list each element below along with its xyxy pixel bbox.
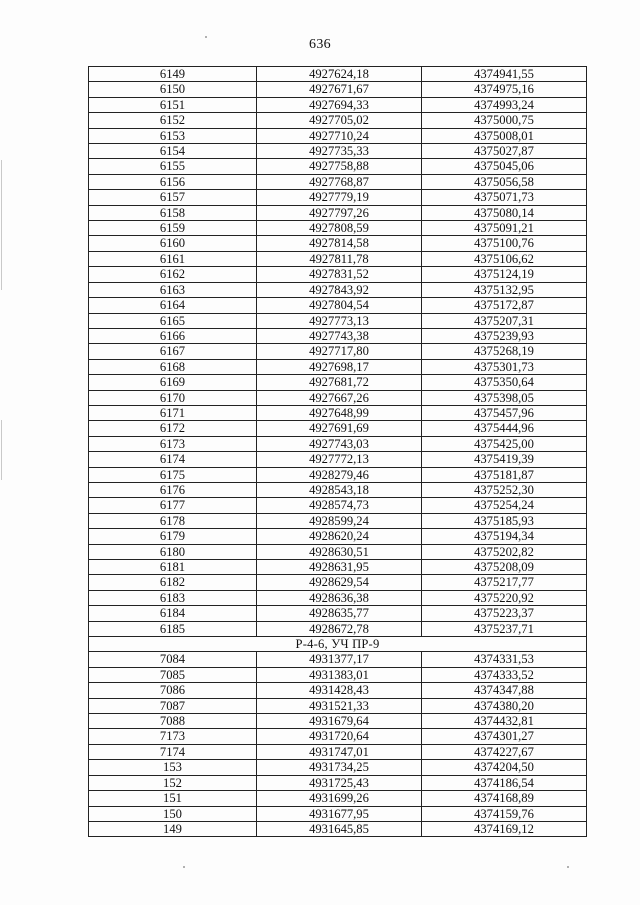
coordinate-y-cell: 4375080,14: [422, 205, 587, 220]
section-label: Р-4-6, УЧ ПР-9: [89, 637, 587, 652]
point-number-cell: 6167: [89, 344, 257, 359]
table-row: [89, 190, 587, 205]
point-number-cell: 6175: [89, 467, 257, 482]
point-number-cell: 6182: [89, 575, 257, 590]
coordinate-x-cell: 4927671,67: [257, 82, 422, 97]
coordinate-y-cell: 4375239,93: [422, 328, 587, 343]
point-number-cell: 6157: [89, 190, 257, 205]
table-row: [89, 282, 587, 297]
page-number: 636: [309, 37, 331, 52]
point-number-cell: 6169: [89, 375, 257, 390]
table-row: [89, 760, 587, 775]
coordinate-x-cell: 4928636,38: [257, 590, 422, 605]
coordinate-x-cell: 4931725,43: [257, 775, 422, 790]
table-row: [89, 529, 587, 544]
coordinate-x-cell: 4927814,58: [257, 236, 422, 251]
coordinate-y-cell: 4374159,76: [422, 806, 587, 821]
table-row: [89, 236, 587, 251]
table-row: [89, 544, 587, 559]
table-row: [89, 744, 587, 759]
point-number-cell: 7084: [89, 652, 257, 667]
coordinate-x-cell: 4927691,69: [257, 421, 422, 436]
point-number-cell: 6184: [89, 606, 257, 621]
point-number-cell: 7088: [89, 714, 257, 729]
point-number-cell: 6168: [89, 359, 257, 374]
point-number-cell: 153: [89, 760, 257, 775]
point-number-cell: 6164: [89, 298, 257, 313]
coordinate-x-cell: 4928279,46: [257, 467, 422, 482]
point-number-cell: 7085: [89, 667, 257, 682]
coordinate-x-cell: 4927681,72: [257, 375, 422, 390]
table-row: [89, 590, 587, 605]
coordinate-y-cell: 4375425,00: [422, 436, 587, 451]
point-number-cell: 152: [89, 775, 257, 790]
coordinate-y-cell: 4375301,73: [422, 359, 587, 374]
coordinate-x-cell: 4927710,24: [257, 128, 422, 143]
point-number-cell: 6156: [89, 174, 257, 189]
coordinate-y-cell: 4375252,30: [422, 482, 587, 497]
coordinate-x-cell: 4928543,18: [257, 482, 422, 497]
coordinate-y-cell: 4375223,37: [422, 606, 587, 621]
coordinate-x-cell: 4931428,43: [257, 683, 422, 698]
table-row: [89, 560, 587, 575]
coordinate-x-cell: 4928629,54: [257, 575, 422, 590]
coordinate-x-cell: 4931747,01: [257, 744, 422, 759]
coordinates-table: [88, 66, 587, 837]
coordinate-x-cell: 4928631,95: [257, 560, 422, 575]
coordinate-x-cell: 4927694,33: [257, 97, 422, 112]
point-number-cell: 6180: [89, 544, 257, 559]
table-row: [89, 436, 587, 451]
table-row: [89, 575, 587, 590]
coordinate-y-cell: 4375268,19: [422, 344, 587, 359]
coordinate-x-cell: 4928635,77: [257, 606, 422, 621]
coordinate-x-cell: 4927705,02: [257, 113, 422, 128]
section-row: [89, 637, 587, 652]
point-number-cell: 6173: [89, 436, 257, 451]
coordinate-y-cell: 4374169,12: [422, 821, 587, 836]
coordinate-x-cell: 4927624,18: [257, 67, 422, 82]
coordinate-y-cell: 4374380,20: [422, 698, 587, 713]
coordinate-x-cell: 4931383,01: [257, 667, 422, 682]
table-row: [89, 159, 587, 174]
coordinate-x-cell: 4927773,13: [257, 313, 422, 328]
table-row: [89, 128, 587, 143]
coordinate-y-cell: 4375220,92: [422, 590, 587, 605]
coordinate-x-cell: 4928574,73: [257, 498, 422, 513]
table-row: [89, 683, 587, 698]
table-row: [89, 775, 587, 790]
coordinate-x-cell: 4928599,24: [257, 513, 422, 528]
table-row: [89, 482, 587, 497]
point-number-cell: 6159: [89, 221, 257, 236]
point-number-cell: 6174: [89, 452, 257, 467]
coordinate-x-cell: 4927648,99: [257, 405, 422, 420]
coordinate-y-cell: 4374432,81: [422, 714, 587, 729]
coordinate-x-cell: 4927758,88: [257, 159, 422, 174]
table-row: [89, 82, 587, 97]
coordinate-x-cell: 4927667,26: [257, 390, 422, 405]
coordinate-y-cell: 4375091,21: [422, 221, 587, 236]
table-row: [89, 729, 587, 744]
coordinate-x-cell: 4931521,33: [257, 698, 422, 713]
point-number-cell: 6149: [89, 67, 257, 82]
point-number-cell: 6160: [89, 236, 257, 251]
table-row: [89, 714, 587, 729]
table-body-part-2: [89, 652, 587, 837]
coordinate-y-cell: 4374333,52: [422, 667, 587, 682]
coordinate-y-cell: 4375254,24: [422, 498, 587, 513]
coordinate-x-cell: 4927804,54: [257, 298, 422, 313]
table-row: [89, 144, 587, 159]
table-row: [89, 251, 587, 266]
point-number-cell: 151: [89, 791, 257, 806]
table-row: [89, 174, 587, 189]
coordinate-y-cell: 4375202,82: [422, 544, 587, 559]
coordinate-y-cell: 4374975,16: [422, 82, 587, 97]
point-number-cell: 6177: [89, 498, 257, 513]
table-row: [89, 652, 587, 667]
coordinate-x-cell: 4928672,78: [257, 621, 422, 636]
coordinate-y-cell: 4375172,87: [422, 298, 587, 313]
coordinate-y-cell: 4375045,06: [422, 159, 587, 174]
point-number-cell: 6150: [89, 82, 257, 97]
table-row: [89, 791, 587, 806]
point-number-cell: 6172: [89, 421, 257, 436]
coordinate-y-cell: 4374168,89: [422, 791, 587, 806]
coordinate-x-cell: 4931720,64: [257, 729, 422, 744]
table-row: [89, 298, 587, 313]
point-number-cell: 6151: [89, 97, 257, 112]
point-number-cell: 6171: [89, 405, 257, 420]
coordinate-y-cell: 4375237,71: [422, 621, 587, 636]
point-number-cell: 6181: [89, 560, 257, 575]
coordinate-x-cell: 4927772,13: [257, 452, 422, 467]
coordinate-x-cell: 4931679,64: [257, 714, 422, 729]
point-number-cell: 6178: [89, 513, 257, 528]
point-number-cell: 6166: [89, 328, 257, 343]
table-row: [89, 328, 587, 343]
coordinate-x-cell: 4931645,85: [257, 821, 422, 836]
scan-speck: [205, 36, 207, 38]
point-number-cell: 7174: [89, 744, 257, 759]
point-number-cell: 6163: [89, 282, 257, 297]
point-number-cell: 6152: [89, 113, 257, 128]
coordinate-y-cell: 4375185,93: [422, 513, 587, 528]
point-number-cell: 6170: [89, 390, 257, 405]
coordinate-y-cell: 4375106,62: [422, 251, 587, 266]
table-row: [89, 390, 587, 405]
coordinate-x-cell: 4928630,51: [257, 544, 422, 559]
coordinate-y-cell: 4375071,73: [422, 190, 587, 205]
point-number-cell: 6155: [89, 159, 257, 174]
coordinate-y-cell: 4375000,75: [422, 113, 587, 128]
point-number-cell: 6153: [89, 128, 257, 143]
table-row: [89, 421, 587, 436]
coordinate-x-cell: 4931734,25: [257, 760, 422, 775]
point-number-cell: 7173: [89, 729, 257, 744]
coordinate-y-cell: 4375419,39: [422, 452, 587, 467]
point-number-cell: 7087: [89, 698, 257, 713]
coordinate-x-cell: 4927768,87: [257, 174, 422, 189]
coordinate-y-cell: 4375124,19: [422, 267, 587, 282]
point-number-cell: 6158: [89, 205, 257, 220]
scan-speck: [567, 866, 569, 868]
table-row: [89, 621, 587, 636]
coordinate-y-cell: 4375444,96: [422, 421, 587, 436]
coordinate-y-cell: 4375457,96: [422, 405, 587, 420]
table-row: [89, 405, 587, 420]
table-row: [89, 806, 587, 821]
coordinate-x-cell: 4931377,17: [257, 652, 422, 667]
coordinate-y-cell: 4375350,64: [422, 375, 587, 390]
coordinate-x-cell: 4927779,19: [257, 190, 422, 205]
coordinate-x-cell: 4927831,52: [257, 267, 422, 282]
table-row: [89, 313, 587, 328]
coordinate-y-cell: 4374347,88: [422, 683, 587, 698]
section-header: [89, 637, 587, 652]
scan-edge-line: [1, 160, 2, 290]
coordinate-y-cell: 4375217,77: [422, 575, 587, 590]
point-number-cell: 6162: [89, 267, 257, 282]
point-number-cell: 7086: [89, 683, 257, 698]
coordinate-y-cell: 4375132,95: [422, 282, 587, 297]
scan-speck: [183, 866, 185, 868]
coordinate-y-cell: 4375100,76: [422, 236, 587, 251]
point-number-cell: 6154: [89, 144, 257, 159]
table-row: [89, 375, 587, 390]
point-number-cell: 6161: [89, 251, 257, 266]
coordinate-y-cell: 4374993,24: [422, 97, 587, 112]
coordinate-x-cell: 4931677,95: [257, 806, 422, 821]
table-body-part-1: [89, 67, 587, 637]
table-row: [89, 359, 587, 374]
table-row: [89, 221, 587, 236]
point-number-cell: 6179: [89, 529, 257, 544]
coordinate-y-cell: 4375398,05: [422, 390, 587, 405]
table-row: [89, 113, 587, 128]
coordinate-y-cell: 4375027,87: [422, 144, 587, 159]
coordinate-y-cell: 4374204,50: [422, 760, 587, 775]
table-row: [89, 698, 587, 713]
coordinate-y-cell: 4374227,67: [422, 744, 587, 759]
coordinate-x-cell: 4928620,24: [257, 529, 422, 544]
coordinate-x-cell: 4927797,26: [257, 205, 422, 220]
coordinate-y-cell: 4375194,34: [422, 529, 587, 544]
coordinate-x-cell: 4927743,03: [257, 436, 422, 451]
table-row: [89, 344, 587, 359]
coordinate-y-cell: 4375207,31: [422, 313, 587, 328]
coordinate-y-cell: 4374941,55: [422, 67, 587, 82]
table-row: [89, 452, 587, 467]
coordinate-y-cell: 4375056,58: [422, 174, 587, 189]
table-row: [89, 513, 587, 528]
table-row: [89, 97, 587, 112]
scan-edge-line: [1, 420, 2, 480]
table-row: [89, 821, 587, 836]
coordinate-x-cell: 4927811,78: [257, 251, 422, 266]
coordinate-x-cell: 4927735,33: [257, 144, 422, 159]
coordinate-x-cell: 4927808,59: [257, 221, 422, 236]
coordinate-y-cell: 4374186,54: [422, 775, 587, 790]
point-number-cell: 6176: [89, 482, 257, 497]
table-row: [89, 667, 587, 682]
point-number-cell: 149: [89, 821, 257, 836]
point-number-cell: 150: [89, 806, 257, 821]
coordinate-y-cell: 4375208,09: [422, 560, 587, 575]
coordinate-x-cell: 4927743,38: [257, 328, 422, 343]
coordinate-x-cell: 4927717,80: [257, 344, 422, 359]
point-number-cell: 6165: [89, 313, 257, 328]
coordinate-y-cell: 4374301,27: [422, 729, 587, 744]
table-row: [89, 67, 587, 82]
coordinate-x-cell: 4931699,26: [257, 791, 422, 806]
coordinate-y-cell: 4375181,87: [422, 467, 587, 482]
table-row: [89, 205, 587, 220]
coordinate-y-cell: 4375008,01: [422, 128, 587, 143]
table-row: [89, 606, 587, 621]
table-row: [89, 498, 587, 513]
point-number-cell: 6185: [89, 621, 257, 636]
coordinate-y-cell: 4374331,53: [422, 652, 587, 667]
coordinate-x-cell: 4927698,17: [257, 359, 422, 374]
point-number-cell: 6183: [89, 590, 257, 605]
table-row: [89, 467, 587, 482]
coordinate-x-cell: 4927843,92: [257, 282, 422, 297]
table-row: [89, 267, 587, 282]
